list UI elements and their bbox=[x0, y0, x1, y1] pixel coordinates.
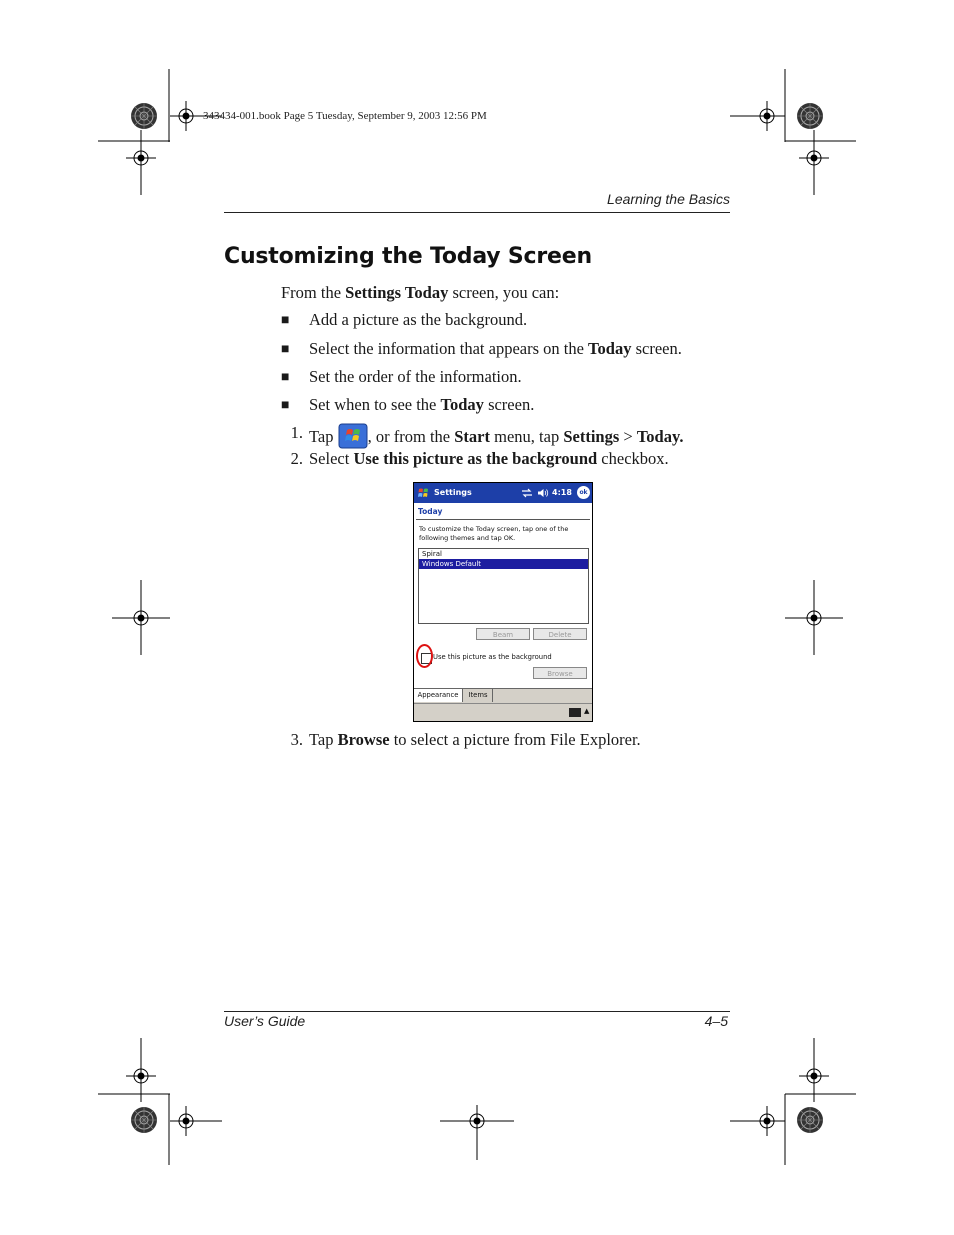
start-flag-icon bbox=[417, 486, 431, 500]
ok-button[interactable]: ok bbox=[577, 486, 590, 499]
step-text: checkbox. bbox=[597, 449, 669, 468]
windows-flag-icon bbox=[338, 423, 368, 449]
step-number: 3. bbox=[290, 730, 303, 749]
step-bold: Today. bbox=[636, 427, 684, 446]
bullet-bold: Today bbox=[588, 339, 632, 358]
speaker-icon bbox=[537, 488, 549, 498]
step-text: to select a picture from File Explorer. bbox=[389, 730, 641, 749]
step-item bbox=[309, 730, 641, 750]
keyboard-icon[interactable] bbox=[569, 708, 581, 717]
beam-button[interactable]: Beam bbox=[476, 628, 530, 640]
tab-items[interactable]: Items bbox=[464, 689, 493, 702]
header-rule bbox=[224, 212, 730, 213]
intro-pre: From the bbox=[281, 283, 346, 302]
step-text: > bbox=[619, 427, 637, 446]
bullet-marker: ■ bbox=[281, 370, 290, 385]
ppc-clock: 4:18 bbox=[552, 488, 572, 497]
bullet-item bbox=[309, 367, 522, 387]
browse-button[interactable]: Browse bbox=[533, 667, 587, 679]
ppc-subtitle: Today bbox=[418, 507, 443, 516]
bullet-item bbox=[309, 395, 534, 415]
bullet-item bbox=[309, 339, 682, 359]
section-title: Customizing the Today Screen bbox=[224, 244, 592, 269]
step-text: Select bbox=[309, 449, 354, 468]
bullet-text: Select the information that appears on the bbox=[309, 339, 589, 358]
intro-post: screen, you can: bbox=[448, 283, 560, 302]
step-item bbox=[309, 423, 683, 449]
input-arrow-icon[interactable]: ▲ bbox=[584, 707, 590, 715]
step-bold: Settings bbox=[563, 427, 620, 446]
bullet-text: Set the order of the information. bbox=[309, 367, 522, 386]
step-bold: Start bbox=[454, 427, 490, 446]
intro-bold: Settings Today bbox=[345, 283, 449, 302]
page-number: 4–5 bbox=[704, 1013, 728, 1029]
theme-list[interactable] bbox=[418, 548, 589, 624]
bullet-text: Add a picture as the background. bbox=[309, 310, 528, 329]
running-header: Learning the Basics bbox=[607, 191, 730, 207]
step-bold: Use this picture as the background bbox=[353, 449, 598, 468]
step-bold: Browse bbox=[337, 730, 390, 749]
step-text: menu, tap bbox=[490, 427, 564, 446]
ppc-titlebar bbox=[414, 483, 592, 503]
bullet-marker: ■ bbox=[281, 398, 290, 413]
theme-item-spiral[interactable]: Spiral bbox=[422, 550, 442, 558]
use-picture-label: Use this picture as the background bbox=[433, 653, 552, 661]
ppc-menubar bbox=[414, 703, 592, 722]
step-text: , or from the bbox=[367, 427, 455, 446]
step-number: 1. bbox=[290, 423, 303, 442]
footer-title: User’s Guide bbox=[224, 1013, 306, 1029]
step-text: Tap bbox=[309, 427, 338, 446]
intro-paragraph bbox=[281, 283, 559, 303]
ppc-separator bbox=[416, 519, 590, 520]
today-settings-screenshot bbox=[413, 482, 593, 722]
bullet-marker: ■ bbox=[281, 342, 290, 357]
step-number: 2. bbox=[290, 449, 303, 468]
connectivity-icon bbox=[521, 488, 533, 498]
footer-rule bbox=[224, 1011, 730, 1012]
highlight-circle bbox=[416, 644, 433, 668]
bullet-bold: Today bbox=[440, 395, 484, 414]
ppc-description: To customize the Today screen, tap one of the following themes and tap OK. bbox=[419, 525, 569, 542]
bullet-text: Set when to see the bbox=[309, 395, 441, 414]
bullet-item bbox=[309, 310, 527, 330]
bullet-text: screen. bbox=[483, 395, 535, 414]
bullet-text: screen. bbox=[631, 339, 682, 358]
step-text: Tap bbox=[309, 730, 338, 749]
delete-button[interactable]: Delete bbox=[533, 628, 587, 640]
bullet-marker: ■ bbox=[281, 313, 290, 328]
theme-item-windows-default[interactable]: Windows Default bbox=[419, 559, 588, 569]
tab-appearance[interactable]: Appearance bbox=[414, 689, 463, 702]
ppc-tab-bar bbox=[414, 688, 592, 703]
book-info-line: 343434-001.book Page 5 Tuesday, September 9, 2003 12:56 PM bbox=[203, 110, 487, 122]
step-item bbox=[309, 449, 669, 469]
ppc-title: Settings bbox=[434, 488, 472, 497]
